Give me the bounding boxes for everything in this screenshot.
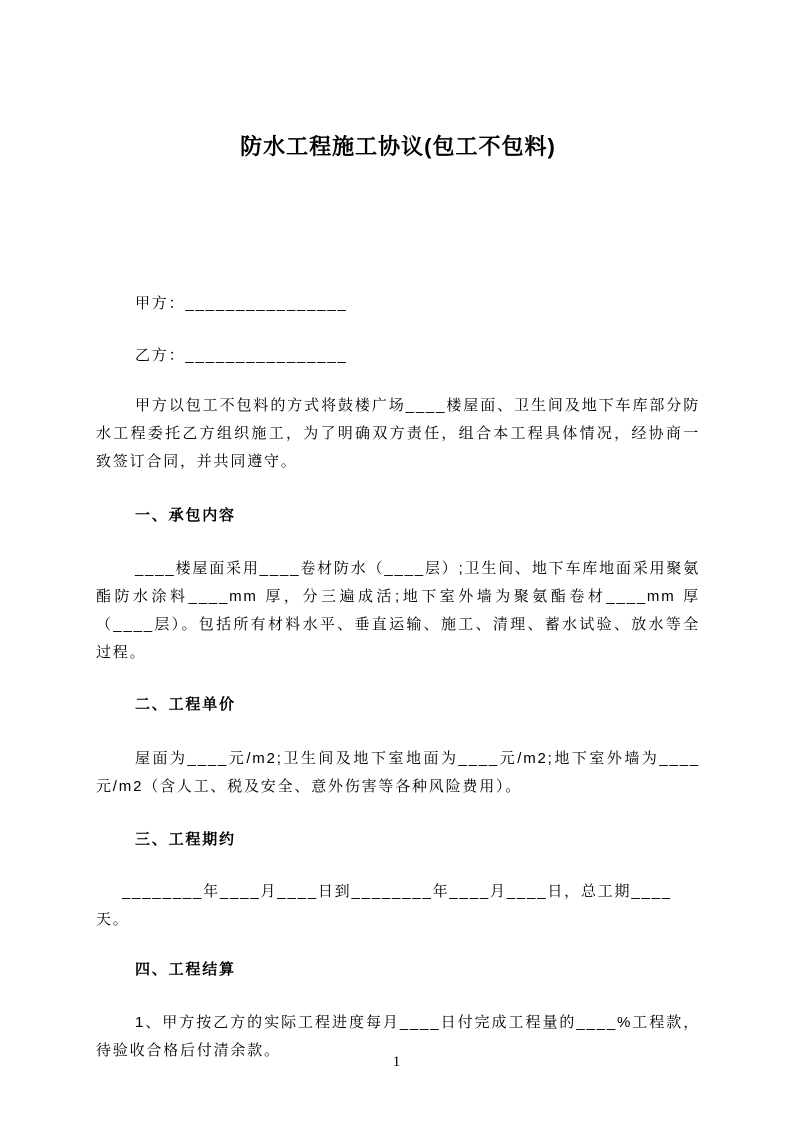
- party-b-blank-line: 乙方：________________: [135, 347, 348, 364]
- section-project-settlement: [96, 956, 700, 1065]
- section-unit-price-paragraph: 屋面为____元/m2;卫生间及地下室地面为____元/m2;地下室外墙为____元/m2（含人工、税及安全、意外伤害等各种风险费用）。: [96, 750, 700, 795]
- section-project-settlement-paragraph: 1、甲方按乙方的实际工程进度每月____日付完成工程量的____%工程款，待验收合格后付清余款。: [96, 1014, 700, 1059]
- intro-paragraph: 甲方以包工不包料的方式将鼓楼广场____楼屋面、卫生间及地下车库部分防水工程委托乙方组织施工，为了明确双方责任，组合本工程具体情况，经协商一致签订合同，并共同遵守。: [96, 397, 700, 470]
- section-unit-price-heading: 二、工程单价: [135, 696, 236, 713]
- section-project-schedule-heading: 三、工程期约: [135, 831, 236, 848]
- section-project-schedule: [96, 826, 700, 934]
- section-unit-price: [96, 691, 700, 801]
- page-number: 1: [392, 1054, 401, 1070]
- section-project-settlement-heading: 四、工程结算: [135, 961, 236, 978]
- document-title: 防水工程施工协议(包工不包料): [240, 134, 556, 159]
- section-contract-scope-paragraph: ____楼屋面采用____卷材防水（____层）;卫生间、地下车库地面采用聚氨酯防水涂料____mm 厚，分三遍成活;地下室外墙为聚氨酯卷材____mm 厚（____层）。包括所有材料水平、垂直运输、施工、清理、蓄水试验、放水等全过程。: [96, 560, 700, 661]
- section-contract-scope-heading: 一、承包内容: [135, 507, 236, 524]
- section-contract-scope: [96, 502, 700, 667]
- party-a-blank-line: 甲方：________________: [135, 295, 348, 312]
- section-project-schedule-date-blank-line: ________年____月____日到________年____月____日，总工期____天。: [96, 883, 672, 928]
